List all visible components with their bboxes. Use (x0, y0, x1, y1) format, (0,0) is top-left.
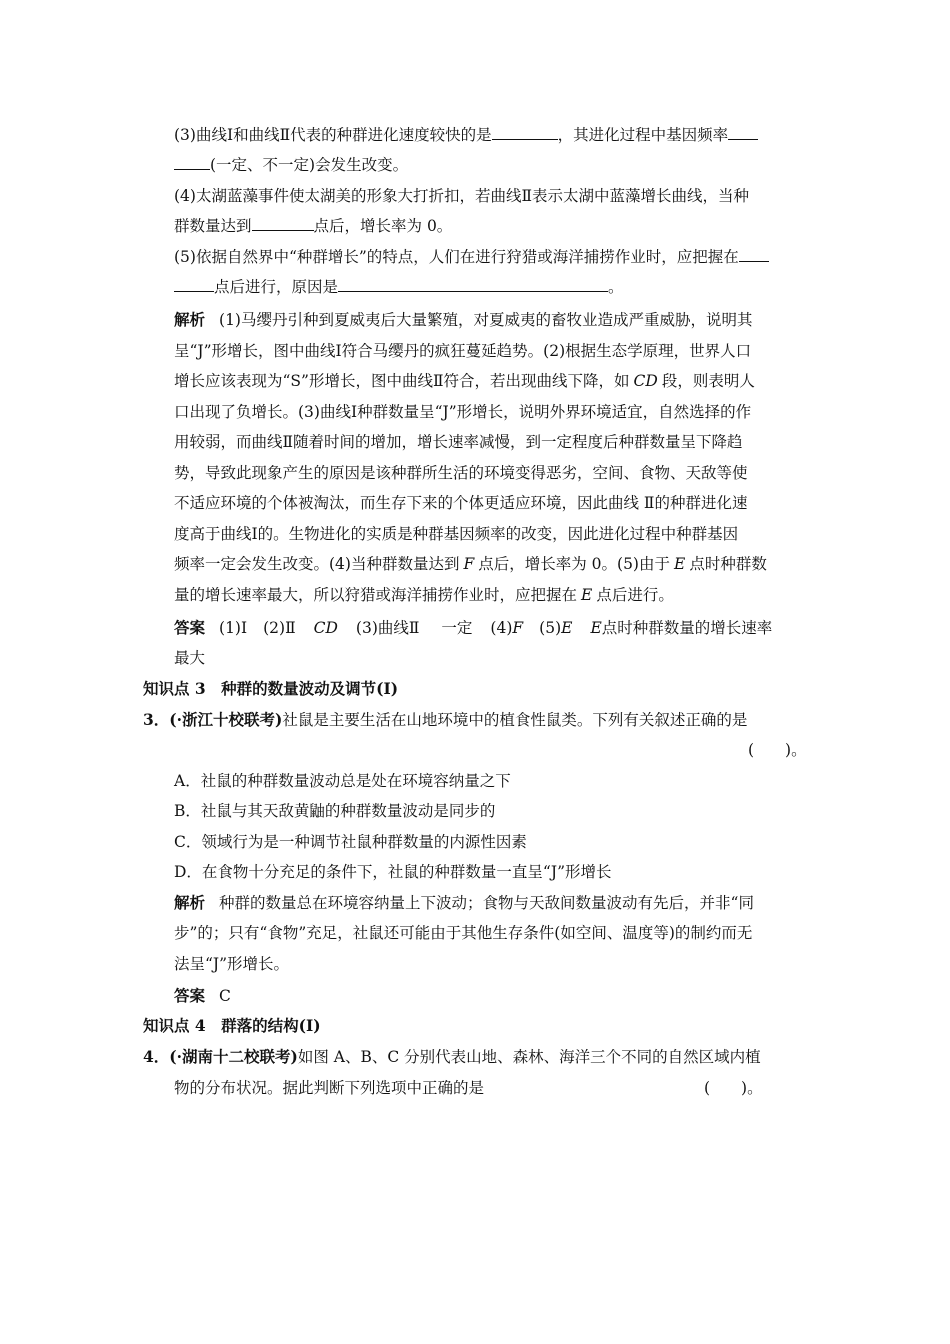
q2-analysis-line: 口出现了负增长。(3)曲线Ⅰ种群数量呈“J”形增长，说明外界环境适宜，自然选择的作 (174, 403, 752, 421)
answer-blank (492, 124, 558, 140)
question-4-stem-line2: 物的分布状况。据此判断下列选项中正确的是 (174, 1079, 485, 1097)
answer-blank (174, 154, 210, 170)
q2-part3-line1: (3)曲线Ⅰ和曲线Ⅱ代表的种群进化速度较快的是 ，其进化过程中基因频率 (174, 124, 758, 146)
question-3-bracket: ( )。 (748, 741, 807, 759)
q2-analysis-line: 不适应环境的个体被淘汰，而生存下来的个体更适应环境，因此曲线 Ⅱ的种群进化速 (174, 494, 748, 512)
q2-analysis-line: 量的增长速率最大，所以狩猎或海洋捕捞作业时，应把握在 E 点后进行。 (174, 586, 674, 604)
q2-part3-line2: (一定、不一定)会发生改变。 (174, 154, 408, 176)
option-d: D．在食物十分充足的条件下，社鼠的种群数量一直呈“J”形增长 (174, 863, 612, 881)
analysis-label: 解析 (174, 310, 206, 329)
q2-answer-line: 答案 (1)Ⅰ (2)Ⅱ CD (3)曲线Ⅱ 一定 (4)F (5)E E点时种群数量的增长速率 (174, 618, 773, 637)
answer-blank (174, 276, 214, 292)
option-c: C．领域行为是一种调节社鼠种群数量的内源性因素 (174, 833, 527, 851)
analysis-label: 解析 (174, 893, 206, 912)
answer-label: 答案 (174, 986, 206, 1005)
q2-part5-line1: (5)依据自然界中“种群增长”的特点，人们在进行狩猎或海洋捕捞作业时，应把握在 (174, 246, 769, 268)
answer-blank (739, 246, 769, 262)
question-4-stem: 4．(·湖南十二校联考)如图 A、B、C 分别代表山地、森林、海洋三个不同的自然区域内植 (143, 1047, 761, 1066)
answer-label: 答案 (174, 618, 206, 637)
q2-analysis-line: 势，导致此现象产生的原因是该种群所生活的环境变得恶劣，空间、食物、天敌等使 (174, 464, 748, 482)
q2-analysis-line: 用较弱，而曲线Ⅱ随着时间的增加，增长速率减慢，到一定程度后种群数量呈下降趋 (174, 433, 743, 451)
answer-blank (338, 276, 608, 292)
answer-blank (728, 124, 758, 140)
q3-analysis-line: 法呈“J”形增长。 (174, 955, 290, 973)
question-4-bracket: ( )。 (704, 1079, 763, 1097)
section-title: 知识点 3 种群的数量波动及调节(Ⅰ) (143, 679, 399, 698)
answer-blank (252, 215, 314, 231)
q2-analysis-line: 度高于曲线Ⅰ的。生物进化的实质是种群基因频率的改变，因此进化过程中种群基因 (174, 525, 739, 543)
q2-answer-line: 最大 (174, 649, 206, 667)
q2-analysis-line: 增长应该表现为“S”形增长，图中曲线Ⅱ符合，若出现曲线下降，如 CD 段，则表明人 (174, 372, 755, 390)
option-b: B．社鼠与其天敌黄鼬的种群数量波动是同步的 (174, 802, 496, 820)
q3-analysis-line: 解析 种群的数量总在环境容纳量上下波动；食物与天敌间数量波动有先后，并非“同 (174, 893, 754, 912)
q3-answer-line: 答案 C (174, 986, 231, 1005)
q3-analysis-line: 步”的；只有“食物”充足，社鼠还可能由于其他生存条件(如空间、温度等)的制约而无 (174, 924, 753, 942)
option-a: A．社鼠的种群数量波动总是处在环境容纳量之下 (174, 772, 511, 790)
q2-part4-line2: 群数量达到 点后，增长率为 0。 (174, 217, 453, 235)
q2-analysis-line: 频率一定会发生改变。(4)当种群数量达到 F 点后，增长率为 0。(5)由于 E 点时种群数 (174, 555, 767, 573)
q2-part5-line2: 点后进行，原因是 。 (174, 276, 624, 298)
section-title: 知识点 4 群落的结构(Ⅰ) (143, 1016, 321, 1035)
q2-analysis-line: 呈“J”形增长，图中曲线Ⅰ符合马缨丹的疯狂蔓延趋势。(2)根据生态学原理，世界人口 (174, 342, 752, 360)
q2-analysis-line: 解析 (1)马缨丹引种到夏威夷后大量繁殖，对夏威夷的畜牧业造成严重威胁，说明其 (174, 310, 753, 329)
q2-part4-line1: (4)太湖蓝藻事件使太湖美的形象大打折扣，若曲线Ⅱ表示太湖中蓝藻增长曲线，当种 (174, 187, 749, 205)
question-3-stem: 3．(·浙江十校联考)社鼠是主要生活在山地环境中的植食性鼠类。下列有关叙述正确的是 (143, 710, 748, 729)
